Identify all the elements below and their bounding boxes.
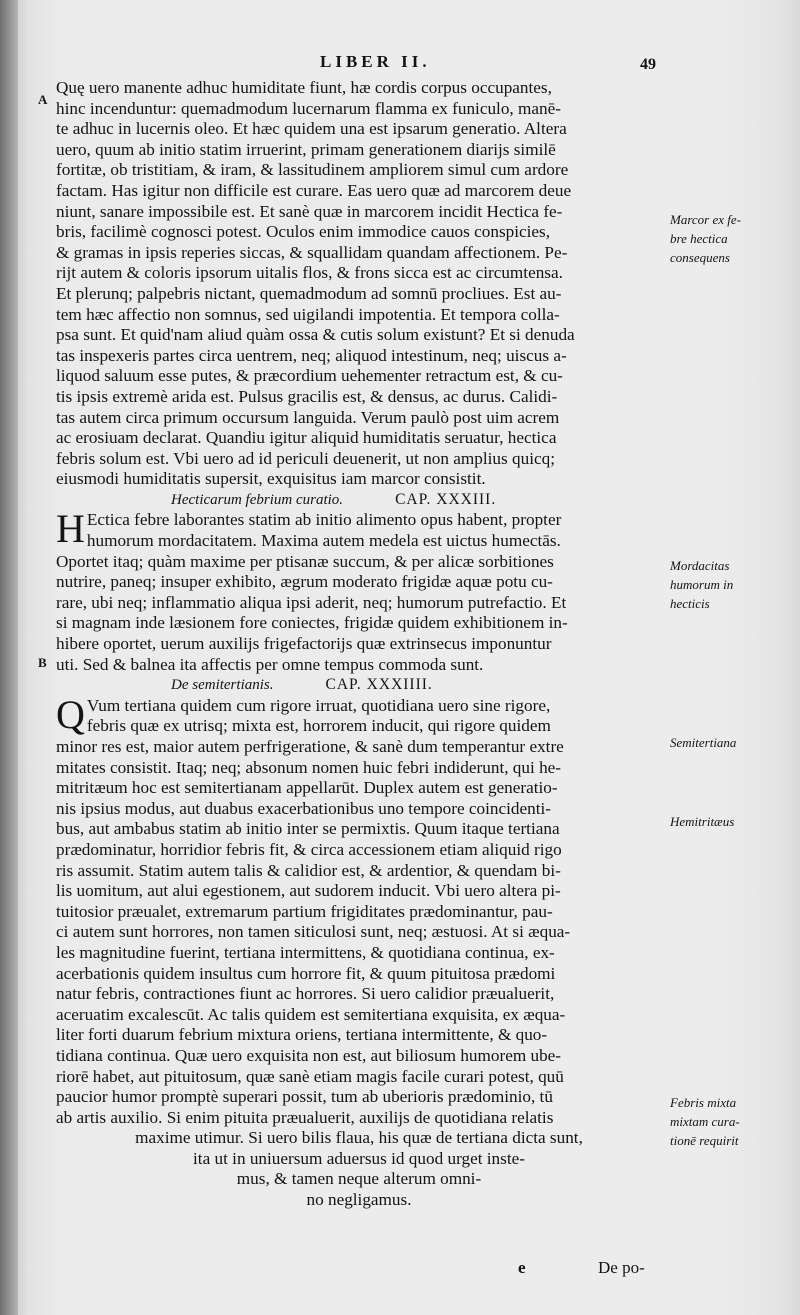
sidenote-line: tionē requirit [670, 1133, 739, 1148]
text-line: liter forti duarum febrium mixtura oriens, tertiana intermittente, & quo- [56, 1025, 548, 1045]
catchword: De po- [598, 1258, 645, 1277]
text-line: si magnam inde læsionem fore coniectes, frigidæ quidem exhibitionem in- [56, 613, 568, 633]
text-line: natur febris, contractiones fiunt ac horrores. Si uero calidior præualuerit, [56, 984, 555, 1004]
text-line: eiusmodi humiditatis supersit, exquisitus iam marcor consistit. [56, 469, 486, 489]
text-line: factam. Has igitur non difficile est curare. Eas uero quæ ad marcorem deue [56, 180, 572, 200]
text-line: tas inspexeris partes circa uentrem, neq; aliquod intestinum, neq; uiscus a- [56, 345, 567, 365]
text-line: humorum mordacitatem. Maxima autem medela est uictus humectās. [86, 531, 561, 551]
chapter-heading [56, 675, 662, 696]
text-line: te adhuc in lucernis oleo. Et hæc quidem una est ipsarum generatio. Altera [56, 119, 567, 139]
sidenote-marcor [670, 210, 795, 267]
text-line: ci autem sunt horrores, non tamen siticulosi sunt, neq; æstuosi. At si æqua- [56, 922, 571, 942]
text-line: bus, aut ambabus statim ab initio inter se permixtis. Quum itaque tertiana [56, 819, 560, 839]
text-line: tuitosior præualet, extremarum partium frigiditates prædominantur, pau- [56, 901, 553, 921]
text-paragraph [56, 78, 662, 490]
text-line: maxime utimur. Si uero bilis flaua, his quæ de tertiana dicta sunt, [135, 1128, 583, 1148]
sidenote-line: Mordacitas [670, 558, 730, 573]
text-line: liquod saluum esse putes, & præcordium uehementer retractum est, & cu- [56, 366, 563, 386]
text-line: rare, ubi neq; inflammatio aliqua ipsi aderit, neq; humorum putrefactio. Et [56, 592, 567, 612]
chapter-heading [56, 490, 662, 511]
chapter-paragraph [56, 691, 662, 1128]
initial-capital: Q [56, 691, 85, 737]
text-line: ab artis auxilio. Si enim pituita præualuerit, auxilijs de quotidiana relatis [56, 1107, 554, 1127]
text-line: Et plerunq; palpebris nictant, quemadmodum ad somnū procliues. Est au- [56, 283, 562, 303]
text-line: paucior humor promptè superari possit, tum ab uberioris prædominio, tū [56, 1087, 553, 1107]
chapter-number: CAP. XXXIII. [395, 490, 497, 508]
running-title: LIBER II. [320, 52, 431, 71]
sidenote-line: Febris mixta [670, 1095, 737, 1110]
text-line: hibere oportet, uerum auxilijs frigefactorijs quæ extrinsecus imponuntur [56, 634, 552, 654]
chapter-title: Hecticarum febrium curatio. [171, 491, 344, 508]
sidenote-line: mixtam cura- [670, 1114, 740, 1129]
text-line: mitates consistit. Itaq; neq; absonum nomen huic febri indiderunt, qui he- [56, 757, 562, 777]
text-line: acerbationis quidem insultus cum horrore fit, & quum pituitosa prædomi [56, 963, 556, 983]
folio-number: 49 [640, 56, 656, 73]
text-line: prædominatur, horridior febris fit, & circa accessionem etiam aliquid rigo [56, 839, 562, 859]
chapter-title: De semitertianis. [171, 677, 274, 694]
text-line: febris solum est. Vbi uero ad id periculi deuenerit, ut non amplius quicq; [56, 448, 555, 468]
text-line: Vum tertiana quidem cum rigore irruat, quotidiana uero sine rigore, [86, 695, 551, 715]
text-line: aceruatim excalescūt. Ac talis quidem est semitertiana exquisita, ex æqua- [56, 1004, 566, 1024]
text-line: fortitæ, ob tristitiam, & iram, & lassitudinem ampliorem simul cum ardore [56, 160, 569, 180]
text-line: minor res est, maior autem perfrigeratione, & sanè dum temperantur extre [56, 737, 564, 756]
text-line: uti. Sed & balnea ita affectis per omne tempus commoda sunt. [56, 654, 484, 674]
text-line: tidiana continua. Quæ uero exquisita non est, aut biliosum humorem ube- [56, 1045, 562, 1065]
text-line: uero, quum ab initio statim irruerint, primam generationem diarijs similē [56, 139, 556, 159]
text-line: rijt autem & coloris ipsorum uitalis flos, & frons sicca est ac circumtensa. [56, 263, 563, 283]
text-line: psa sunt. Et quid'nam aliud quàm ossa & cutis solum existunt? Et si denuda [56, 325, 575, 345]
sidenote-hemitritaeus [670, 812, 795, 831]
text-line: riorē habet, aut pituitosum, quæ sanè etiam magis facile curari potest, quū [56, 1066, 564, 1086]
text-line: nis ipsius modus, aut duabus exacerbationibus uno tempore coincidenti- [56, 798, 551, 818]
text-line: Oportet itaq; quàm maxime per ptisanæ succum, & per alicæ sorbitiones [56, 551, 554, 571]
text-line: hinc incenduntur: quemadmodum lucernarum flamma ex funiculo, manē- [56, 98, 561, 118]
page-footer [0, 1258, 800, 1282]
sidenote-mordacitas [670, 556, 795, 613]
signature-mark: e [518, 1258, 526, 1277]
initial-capital: H [56, 506, 85, 552]
text-line: Quę uero manente adhuc humiditate fiunt, hæ cordis corpus occupantes, [56, 78, 552, 97]
margin-marker-a: A [38, 92, 48, 107]
chapter-paragraph [56, 506, 662, 675]
text-line: febris quæ ex utrisq; mixta est, horrorem inducit, qui rigore quidem [86, 716, 551, 736]
sidenote-line: hecticis [670, 596, 710, 611]
sidenote-semitertiana [670, 733, 795, 752]
text-line: Ectica febre laborantes statim ab initio alimento opus habent, propter [86, 510, 562, 530]
sidenote-line: Hemitritæus [670, 814, 735, 829]
sidenote-line: bre hectica [670, 231, 728, 246]
text-line: ac erosiuam declarat. Quandiu igitur aliquid humiditatis seruatur, hectica [56, 428, 557, 448]
closing-lines [56, 1128, 662, 1210]
sidenote-line: Marcor ex fe- [670, 212, 741, 227]
text-line: ita ut in uniuersum aduersus id quod urget inste- [193, 1148, 525, 1168]
page-gutter [0, 0, 18, 1315]
text-line: no negligamus. [306, 1190, 412, 1210]
sidenote-line: humorum in [670, 577, 734, 592]
text-line: mus, & tamen neque alterum omni- [236, 1169, 482, 1189]
margin-marker-b: B [38, 655, 47, 670]
chapter-number: CAP. XXXIIII. [325, 676, 433, 694]
sidenote-line: Semitertiana [670, 735, 737, 750]
text-line: mitritæum hoc est semitertianam appellarūt. Duplex autem est generatio- [56, 778, 558, 798]
text-line: niunt, sanare impossibile est. Et sanè quæ in marcorem incidit Hectica fe- [56, 201, 563, 221]
sidenote-line: consequens [670, 250, 730, 265]
page-header [0, 52, 800, 76]
text-line: & gramas in ipsis reperies siccas, & squallidam quandam affectionem. Pe- [56, 242, 568, 262]
text-line: tas autem circa primum occursum languida. Verum paulò post uim acrem [56, 407, 560, 427]
text-line: bris, facilimè cognosci potest. Oculos enim immodice cauos conspicies, [56, 222, 551, 242]
text-line: tis ipsis extremè arida est. Pulsus gracilis est, & densus, ac durus. Calidi- [56, 386, 558, 406]
text-line: les magnitudine fuerint, tertiana intermittens, & quotidiana continua, ex- [56, 942, 555, 962]
text-line: ris assumit. Statim autem talis & calidior est, & ardentior, & quendam bi- [56, 860, 561, 880]
text-line: nutrire, paneq; insuper exhibito, ægrum moderato frigidæ aquæ potu cu- [56, 572, 553, 592]
main-text-column [56, 78, 662, 1211]
text-line: tem hæc affectio non somnus, sed uigilandi impotentia. Et tempora colla- [56, 304, 560, 324]
text-line: lis uomitum, aut alui egestionem, aut sudorem inducit. Vbi uero altera pi- [56, 881, 561, 901]
sidenote-febris-mixta [670, 1093, 795, 1150]
